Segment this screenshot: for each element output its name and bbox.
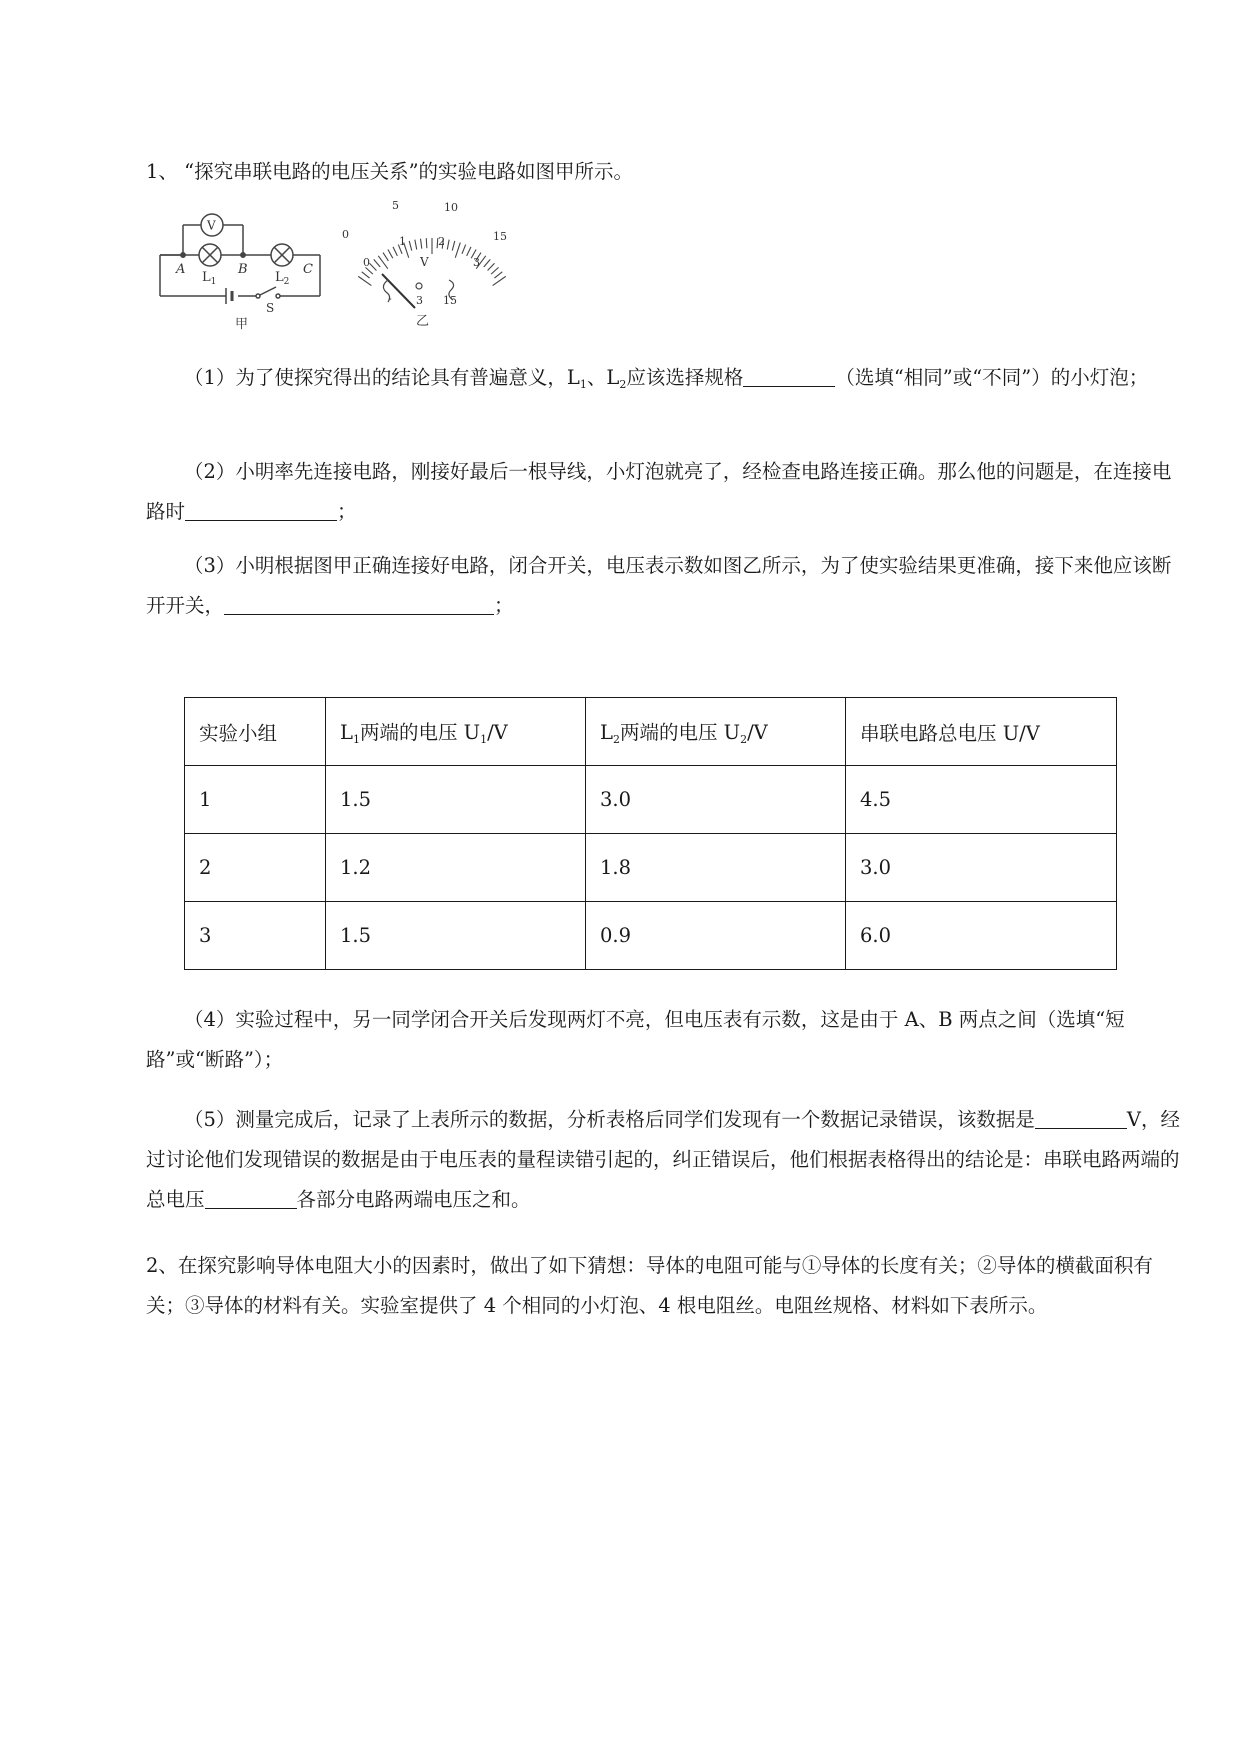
sq5-text-c: 各部分电路两端电压之和。 (296, 1188, 531, 1211)
lower-tick-0: 0 (363, 256, 370, 269)
dial-tick (462, 245, 466, 254)
sq1-text-a: （1）为了使探究得出的结论具有普遍意义，L (184, 366, 580, 389)
sq3-text-b: ； (494, 594, 514, 617)
dial-tick (467, 247, 471, 256)
upper-tick-10: 10 (444, 201, 458, 214)
table-cell: 1 (185, 766, 326, 834)
upper-tick-0: 0 (342, 228, 349, 241)
switch-lever (260, 287, 276, 295)
voltmeter-symbol: V (207, 218, 216, 233)
table-cell: 1.8 (586, 834, 846, 902)
dial-tick (426, 238, 427, 248)
dial-tick (409, 241, 412, 251)
table-row (185, 766, 1117, 834)
answer-blank-5b[interactable] (205, 1186, 297, 1209)
table-cell: 2 (185, 834, 326, 902)
sq3-text-a: （3）小明根据图甲正确连接好电路，闭合开关，电压表示数如图乙所示，为了使实验结果更准确，接下来他应该断开开关， (146, 554, 1172, 617)
answer-blank-3[interactable] (224, 592, 494, 615)
figure-yi-label: 乙 (416, 314, 430, 329)
dial-tick (484, 259, 490, 267)
subquestion-2 (146, 452, 1181, 532)
table-cell: 6.0 (846, 902, 1117, 970)
table-row (185, 902, 1117, 970)
dial-tick (491, 267, 498, 274)
sq1-sub-2: 2 (619, 378, 627, 391)
node-b-dot (241, 253, 245, 257)
table-cell: 3.0 (586, 766, 846, 834)
sq5-text-b: V，经过讨论他们发现错误的数据是由于电压表的量程读错引起的，纠正错误后，他们根据表格得出的结论是：串联电路两端的总电压 (146, 1108, 1181, 1211)
switch-contact (276, 294, 280, 298)
switch-contact (256, 294, 260, 298)
dial-tick (388, 250, 393, 259)
sq2-text-b: ； (337, 500, 357, 523)
dial-tick (393, 247, 397, 256)
subquestion-1 (146, 358, 1181, 405)
sq2-text-a: （2）小明率先连接电路，刚接好最后一根导线，小灯泡就亮了，经检查电路连接正确。那么他的问题是，在连接电路时 (146, 460, 1172, 523)
dial-tick (421, 239, 422, 249)
subquestion-4: （4）实验过程中，另一同学闭合开关后发现两灯不亮，但电压表有示数，这是由于 A、B 两点之间（选填“短路”或“断路”）； (146, 1008, 1125, 1071)
lamp-l2-label: $L_2$ (275, 270, 290, 287)
subquestion-3 (146, 546, 1181, 626)
voltmeter-dial-yi (342, 199, 507, 347)
sq1-text-d: （选填“相同”或“不同”）的小灯泡； (835, 366, 1149, 389)
upper-tick-5: 5 (392, 199, 399, 212)
terminal-15-label: 15 (443, 294, 457, 307)
node-a-label: A (176, 262, 186, 277)
switch-label: S (266, 301, 275, 315)
dial-tick (415, 240, 417, 250)
header-u2: $L_2$两端的电压 $U_2/V$ (586, 698, 846, 766)
dial-tick (383, 253, 388, 261)
circuit-diagram-jia (160, 214, 320, 304)
table-cell: 3 (185, 902, 326, 970)
table-header-row (185, 698, 1117, 766)
lower-tick-2: 2 (438, 235, 445, 248)
table-row (185, 834, 1117, 902)
terminal-3-icon (416, 283, 422, 289)
node-a-dot (181, 253, 185, 257)
table-cell: 1.2 (326, 834, 586, 902)
lower-tick-3: 3 (473, 256, 480, 269)
table-cell: 4.5 (846, 766, 1117, 834)
table-cell: 1.5 (326, 766, 586, 834)
table-cell: 0.9 (586, 902, 846, 970)
answer-blank-2[interactable] (185, 498, 337, 521)
dial-tick (494, 272, 502, 278)
question-2: 2、在探究影响导体电阻大小的因素时，做出了如下猜想：导体的电阻可能与①导体的长度有关；②导体的横截面积有关；③导体的材料有关。实验室提供了 4 个相同的小灯泡、4 根电阻丝。电阻丝规格、材料如下表所示。 (146, 1254, 1153, 1317)
dial-tick (488, 263, 495, 270)
dial-tick (452, 241, 455, 251)
question-1-intro: 1、 “探究串联电路的电压关系”的实验电路如图甲所示。 (146, 160, 634, 183)
dial-unit: V (420, 255, 429, 269)
terminal-3-label: 3 (416, 294, 423, 307)
sq1-sub-1: 1 (579, 378, 587, 391)
header-u1: $L_1$两端的电压 $U_1/V$ (326, 698, 586, 766)
header-group: 实验小组 (185, 698, 326, 766)
answer-blank-1[interactable] (743, 364, 835, 387)
subquestion-5 (146, 1100, 1181, 1220)
table-cell: 1.5 (326, 902, 586, 970)
node-b-label: B (238, 262, 248, 277)
answer-blank-5a[interactable] (1035, 1106, 1127, 1129)
dial-tick (447, 240, 449, 250)
dial-tick (362, 272, 370, 278)
dial-tick (374, 259, 380, 267)
lower-tick-1: 1 (399, 235, 406, 248)
table-cell: 3.0 (846, 834, 1117, 902)
header-total: 串联电路总电压 U/V (846, 698, 1117, 766)
voltage-data-table (184, 697, 1117, 970)
dial-scale (358, 238, 505, 286)
upper-tick-15: 15 (493, 230, 507, 243)
terminal-minus-label: - (388, 292, 392, 305)
circuit-figures (170, 199, 590, 370)
dial-tick (369, 263, 376, 270)
sq1-text-b: 、L (586, 366, 620, 389)
lamp-l1-label: $L_1$ (202, 270, 217, 287)
dial-tick (455, 243, 460, 258)
figure-jia-label: 甲 (235, 317, 249, 332)
sq1-text-c: 应该选择规格 (626, 366, 744, 389)
node-c-label: C (303, 262, 313, 277)
sq5-text-a: （5）测量完成后，记录了上表所示的数据，分析表格后同学们发现有一个数据记录错误，该数据是 (184, 1108, 1035, 1131)
dial-pointer (382, 274, 415, 308)
